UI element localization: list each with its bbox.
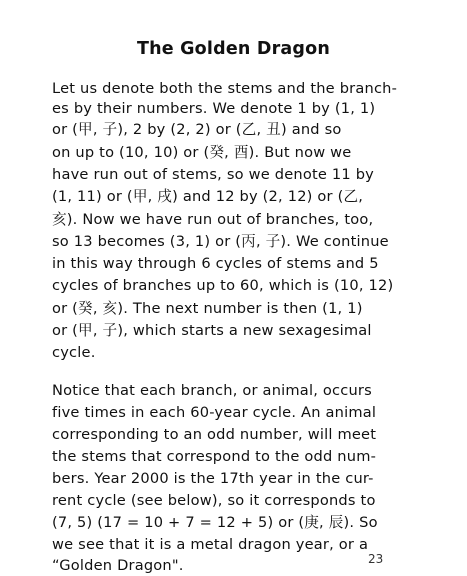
paragraph-line: es by their numbers. We denote 1 by (1, 1) xyxy=(52,100,376,117)
paragraph-line: so 13 becomes (3, 1) or (丙, 子). We continue xyxy=(52,233,389,250)
paragraph-line: have run out of stems, so we denote 11 by xyxy=(52,166,375,183)
paragraph-line: on up to (10, 10) or (癸, 酉). But now we xyxy=(52,144,352,161)
paragraph-line: we see that it is a metal dragon year, or a xyxy=(52,536,369,553)
paragraph-line: “Golden Dragon". xyxy=(52,557,184,574)
paragraph-line: 亥). Now we have run out of branches, too, xyxy=(52,211,374,228)
paragraph-line: the stems that correspond to the odd num- xyxy=(52,448,377,465)
page-number: 23 xyxy=(368,552,384,566)
paragraph-line: cycle. xyxy=(52,344,96,361)
paragraph-line: or (甲, 子), which starts a new sexagesimal xyxy=(52,322,372,339)
paragraph-line: bers. Year 2000 is the 17th year in the cur- xyxy=(52,470,374,487)
paragraph-line: (7, 5) (17 = 10 + 7 = 12 + 5) or (庚, 辰). So xyxy=(52,514,378,531)
page-title: The Golden Dragon xyxy=(136,39,331,59)
paragraph-line: five times in each 60-year cycle. An animal xyxy=(52,404,377,421)
paragraph-line: (1, 11) or (甲, 戌) and 12 by (2, 12) or (乙, xyxy=(52,188,364,205)
paragraph-line: or (甲, 子), 2 by (2, 2) or (乙, 丑) and so xyxy=(52,121,342,138)
paragraph-line: corresponding to an odd number, will meet xyxy=(52,426,377,443)
paragraph-line: Let us denote both the stems and the branch- xyxy=(52,80,398,97)
paragraph-line: or (癸, 亥). The next number is then (1, 1) xyxy=(52,300,363,317)
paragraph-line: cycles of branches up to 60, which is (10, 12) xyxy=(52,277,394,294)
paragraph-line: rent cycle (see below), so it corresponds to xyxy=(52,492,376,509)
paragraph-line: Notice that each branch, or animal, occurs xyxy=(52,382,372,399)
paragraph-line: in this way through 6 cycles of stems and 5 xyxy=(52,255,379,272)
